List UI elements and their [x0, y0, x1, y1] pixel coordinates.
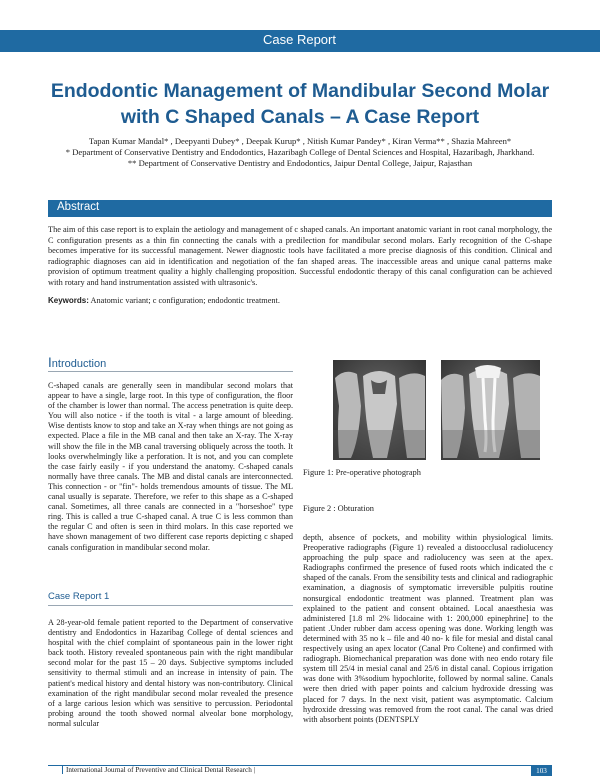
case-report-text-right: depth, absence of pockets, and mobility within physiological limits. Preoperative radiographs (Figure 1) revealed a distoocclusal radiolucency approaching the pulp space and radiolucency was seen at the apex. Radiographs confirmed the presence of fused roots which indicated the c shaped of the canals. From the sensibility tests and clinical and radiographic examination, a diagnosis of symptomatic irreversible pulpitis routine nonsurgical endodontic treatment was planned. Treatment plan was explained to the patient and consent obtained. Local anaesthesia was administered [1.8 ml 2% lidocaine with 1: 200,000 epinephrine] to the patient .Under rubber dam access opening was done. Working length was determined with 35 no k – file and 40 no- k file for mesial and distal canal respectively using an apex locator (Canal Pro Coltene) and confirmed with radiograph. Biomechanical preparation was done with neo endo rotary file system till 25/4 in mesial canal and 25/6 in distal canal. Copious irrigation was done with 3%sodium hypochlorite, followed by normal saline. Canals were then dried with paper points and calcium hydroxide dressing was placed for 7 days. In the next visit, patient was asymptomatic. Calcium hydroxide dressing was removed from the root canal. The canal was dried with absorbent points (DENTSPLY: [303, 533, 553, 724]
section-label: Case Report: [263, 32, 336, 47]
case-report-divider: [48, 605, 293, 606]
abstract-heading: Abstract: [57, 201, 100, 213]
author-block: [30, 136, 570, 169]
author-list: Tapan Kumar Mandal* , Deepyanti Dubey* , Deepak Kurup* , Nitish Kumar Pandey* , Kiran Verma** , Shazia Mahreen*: [88, 136, 512, 146]
affiliation-1: * Department of Conservative Dentistry and Endodontics, Hazaribagh College of Dental Sciences and Hospital, Hazaribagh, Jharkhand.: [65, 147, 535, 157]
introduction-divider: [48, 371, 293, 372]
article-title: Endodontic Management of Mandibular Second Molar with C Shaped Canals – A Case Report: [50, 80, 550, 128]
keywords-line: [48, 296, 552, 306]
figure-1-caption: Figure 1: Pre-operative photograph: [303, 468, 421, 477]
footer-journal-name: International Journal of Preventive and Clinical Dental Research |: [66, 766, 256, 774]
abstract-heading-bar: [48, 200, 552, 217]
footer-marker: [62, 765, 63, 774]
footer-page-number: 103: [531, 766, 552, 776]
abstract-text: The aim of this case report is to explain the aetiology and management of c shaped canals. An important anatomic variant in root canal morphology, the C configuration presents as a thin fin connecting the canals with a predilection for mandibular second molars. Early recognition of the C-shape becomes imperative for its successful management. Newer diagnostic tools have facilitated a more precise diagnosis of this condition. Clinical and radiographic diagnoses can aid in identification and negotiation of the fan shaped areas. The inaccessible areas and unique canal patterns make provision of optimum treatment quality a highly challenging proposition. Successful endodontic therapy of this canal configuration can be achieved with rotary and hand instrumentation assisted with ultrasonic's.: [48, 225, 552, 287]
section-banner: [0, 30, 600, 52]
xray-obturation-image: [441, 360, 540, 460]
introduction-heading-rest: ntroduction: [51, 358, 107, 370]
keywords-label: Keywords:: [48, 296, 89, 305]
keywords-text: Anatomic variant; c configuration; endodontic treatment.: [90, 296, 280, 305]
affiliation-2: ** Department of Conservative Dentistry and Endodontics, Jaipur Dental College, Jaipur, Rajasthan: [127, 158, 473, 168]
case-report-heading: Case Report 1: [48, 591, 110, 602]
xray-preoperative-image: [333, 360, 426, 460]
figure-2-caption: Figure 2 : Obturation: [303, 504, 374, 513]
case-report-text-left: A 28-year-old female patient reported to the Department of conservative dentistry and Endodontics in Hazaribag College of dental sciences and hospital with the chief complaint of spontaneous pain in the lower right back tooth. History revealed spontaneous pain with the right mandibular second molar for the past 15 – 20 days. Subjective symptoms included sensitivity to thermal stimuli and an increase in intensity of pain. The patient's medical history and dental history was non-contributory. Clinical examination of the right mandibular second molar revealed the presence of a large carious lesion which was sensitive to percussion. Periodontal probing around the tooth showed normal alveolar bone morphology, normal sulcular: [48, 618, 293, 728]
introduction-heading: [48, 355, 106, 370]
introduction-text: C-shaped canals are generally seen in mandibular second molars that appear to have a single, large root. In this type of configuration, the floor of the chamber is lower than normal. The access penetration is quite deep. You will also notice - if the tooth is vital - a large amount of bleeding. Wise dentists know to stop and take an X-ray when things are not going as expected. Place a file in the MB canal and then take an X-ray. The X-ray will show the file in the MB canal traversing obliquely across the tooth. It looks overwhelmingly like a perforation. It is not, and you can complete the case fairly easily - if you understand the anatomy. C-shaped canals normally have three canals. The MB and distal canals are interconnected. This connection - or "fin"- holds tremendous amounts of tissue. The ML canal usually is separate. Therefore, we refer to this shape as a C-shaped canal. Sometimes, all three canals are connected in a "horseshoe" type ring. This is called a true C-shaped canal. A true C is less common than the regular C and often is seen in third molars. In this case reported we have shown management of two different case reports depicting c shaped canals configuration in mandibular second molar.: [48, 381, 293, 552]
introduction-heading-initial: I: [48, 355, 52, 370]
